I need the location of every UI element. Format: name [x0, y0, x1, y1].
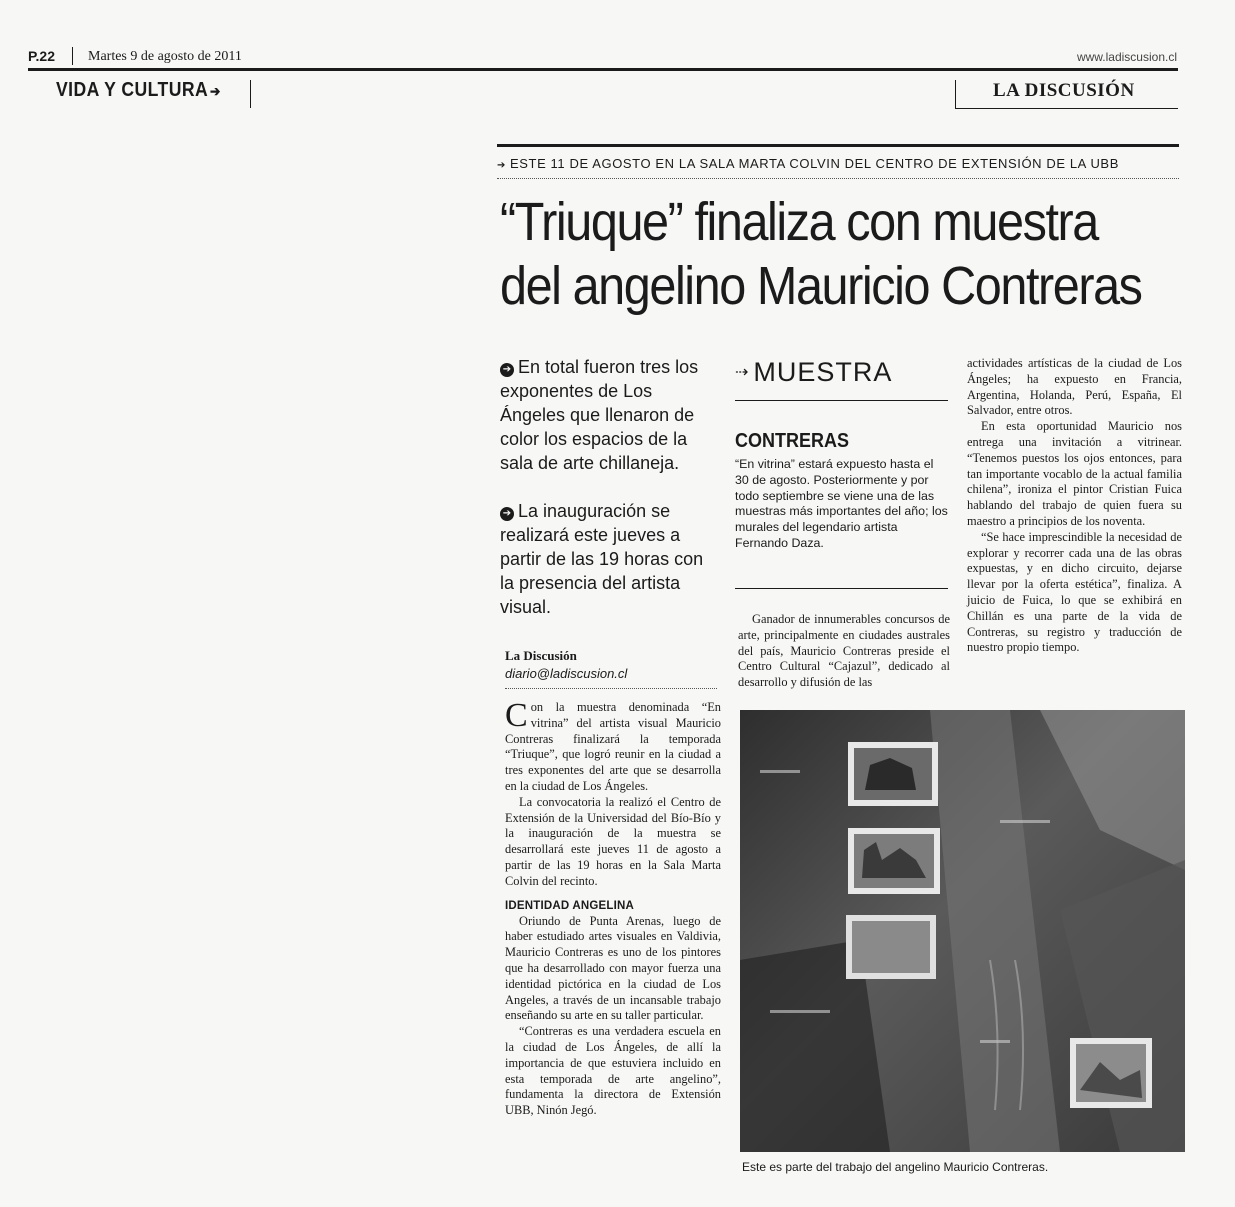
sidebar-label: [735, 357, 892, 388]
kicker-dotted-rule: [497, 178, 1179, 179]
summary-2: [500, 499, 720, 619]
photo-caption: Este es parte del trabajo del angelino Mauricio Contreras.: [742, 1160, 1049, 1174]
section-rule: [955, 108, 1178, 109]
article-column-2: [738, 612, 950, 691]
artwork-photo: [740, 710, 1185, 1152]
article-column-3: [967, 356, 1182, 656]
summary-2-text: La inauguración se realizará este jueves a partir de las 19 horas con la presencia del artista visual.: [500, 501, 704, 617]
section-divider-left: [250, 80, 251, 108]
section-label: VIDA Y CULTURA: [56, 79, 209, 101]
paragraph-1-text: on la muestra denominada “En vitrina” del artista visual Mauricio Contreras finalizará la temporada “Triuque”, que logró reunir en la ciudad a tres exponentes del arte que se desarrolla en la ciudad de Los Ángeles.: [505, 700, 721, 793]
section-title: [56, 79, 221, 102]
paragraph-7: En esta oportunidad Mauricio nos entrega una invitación a vitrinear. “Tenemos puestos los ojos entonces, para tan importante vocablo de la actual familia chilena”, ironiza el pintor Cristian Fuica hablando del trabajo de quien fuera su maestro a principios de los noventa.: [967, 419, 1182, 528]
sidebar-text: “En vitrina” estará expuesto hasta el 30 de agosto. Posteriormente y por todo septiembre se viene una de las muestras más importantes del año; los murales del legendario artista Fernando Daza.: [735, 457, 948, 550]
kicker-top-rule: [497, 144, 1179, 147]
article-column-1: [505, 697, 721, 1119]
newspaper-brand: LA DISCUSIÓN: [993, 80, 1135, 101]
header-rule: [28, 68, 1178, 71]
summary-1-text: En total fueron tres los exponentes de Los Ángeles que llenaron de color los espacios de la sala de arte chillaneja.: [500, 357, 699, 473]
paragraph-3: Oriundo de Punta Arenas, luego de haber estudiado artes visuales en Valdivia, Mauricio Contreras es uno de los pintores que ha desarrollado con mayor fuerza una identidad pictórica en la ciudad de Los Angeles, a través de un incansable trabajo enseñando su arte en su taller particular.: [505, 913, 721, 1023]
sidebar-bottom-rule: [735, 588, 948, 589]
bullet-arrow-icon: ➔: [500, 363, 514, 377]
bullet-arrow-icon: ➔: [500, 507, 514, 521]
paragraph-4: “Contreras es una verdadera escuela en la ciudad de Los Ángeles, de allí la importancia de que estuviera incluido en esta temporada de arte angelino”, fundamenta la directora de Extensión UBB, Ninón Jegó.: [505, 1024, 721, 1118]
sidebar-top-rule: [735, 400, 948, 401]
kicker-text: ESTE 11 DE AGOSTO EN LA SALA MARTA COLVIN DEL CENTRO DE EXTENSIÓN DE LA UBB: [509, 156, 1119, 171]
paragraph-2: La convocatoria la realizó el Centro de Extensión de la Universidad del Bío-Bío y la inauguración de la muestra se desarrollará este jueves 11 de agosto a partir de las 19 horas en la Sala Marta Colvin del recinto.: [505, 794, 721, 888]
sidebar-title: CONTRERAS: [735, 430, 850, 452]
byline-email[interactable]: diario@ladiscusion.cl: [505, 666, 628, 681]
dropcap: C: [505, 697, 528, 734]
paragraph-8: “Se hace imprescindible la necesidad de explorar y recorrer cada una de las obras expuestas, y en dicho circuito, dejarse llevar por la oferta estética”, finaliza. A juicio de Fuica, lo que se exhibirá en Chillán es una parte de la vida de Contreras, su registro y traducción de nuestro propio tiempo.: [967, 529, 1182, 655]
byline-name: La Discusión: [505, 648, 577, 663]
summary-1: [500, 355, 720, 475]
headline: [500, 190, 1142, 318]
header-divider: [72, 47, 73, 65]
website-url[interactable]: www.ladiscusion.cl: [1076, 50, 1177, 64]
arrow-right-icon: ➔: [209, 83, 221, 99]
issue-date: Martes 9 de agosto de 2011: [88, 49, 242, 64]
headline-line-2: del angelino Mauricio Contreras: [500, 256, 1142, 316]
byline-dotted-rule: [505, 688, 717, 689]
paragraph-1: [505, 697, 721, 795]
headline-line-1: “Triuque” finaliza con muestra: [500, 192, 1098, 252]
paragraph-6: actividades artísticas de la ciudad de Los Ángeles; ha expuesto en Francia, Argentina, Holanda, Perú, España, El Salvador, entre otros.: [967, 356, 1182, 418]
section-divider-right: [955, 80, 956, 108]
arrow-right-icon: ➔: [497, 160, 506, 171]
subhead: IDENTIDAD ANGELINA: [505, 899, 635, 912]
sidebar-label-text: MUESTRA: [753, 357, 893, 387]
page-number: P.22: [28, 48, 55, 64]
kicker: [497, 156, 1119, 171]
paragraph-5: Ganador de innumerables concursos de arte, principalmente en ciudades australes del país, Mauricio Contreras preside el Centro Cultural “Cajazul”, dedicado al desarrollo y difusión de las: [738, 612, 950, 690]
dashed-arrow-icon: ⇢: [735, 364, 750, 381]
